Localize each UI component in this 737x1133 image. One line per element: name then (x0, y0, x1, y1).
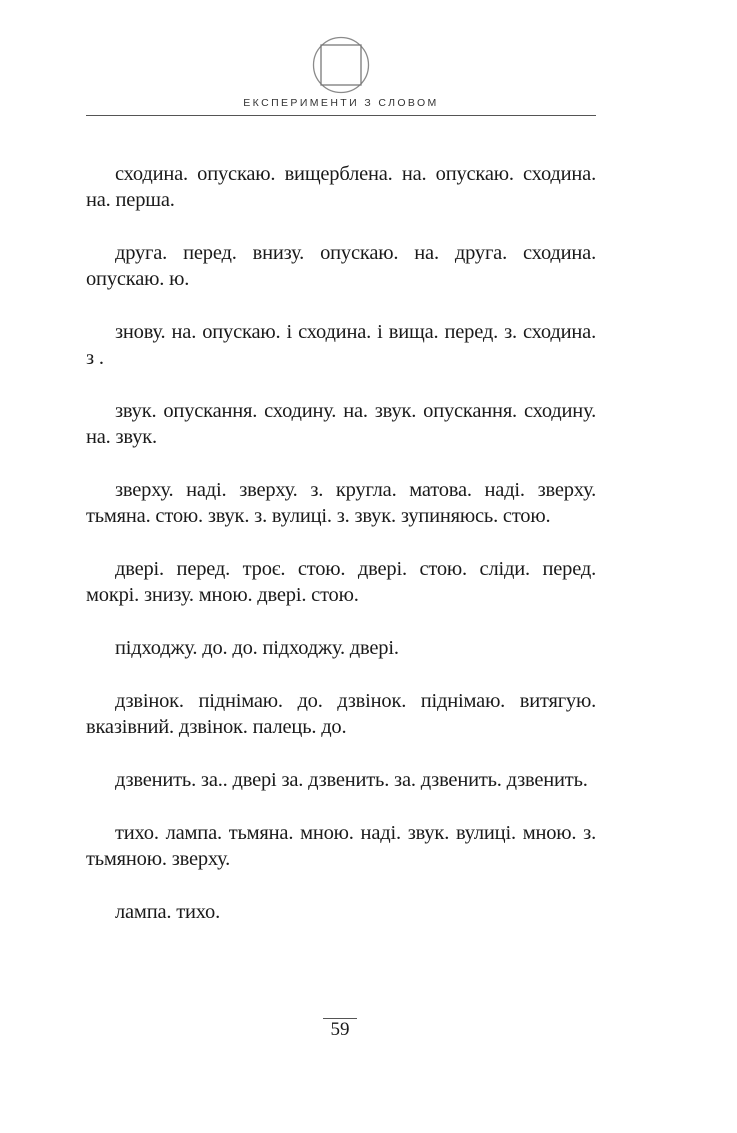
paragraph: дзвенить. за.. двері за. дзвенить. за. дзвенить. дзвенить. (115, 769, 588, 791)
paragraph: двері. перед. троє. стою. двері. стою. сліди. перед. мокрі. знизу. мною. двері. стою. (86, 558, 596, 606)
paragraph: друга. перед. внизу. опускаю. на. друга. сходина. опускаю. ю. (86, 242, 596, 290)
body-text (86, 161, 596, 952)
running-head: ЕКСПЕРИМЕНТИ З СЛОВОМ (243, 97, 439, 109)
paragraph: лампа. тихо. (115, 901, 220, 923)
square-in-circle-emblem (312, 36, 370, 94)
header-rule (86, 115, 596, 116)
paragraph: тихо. лампа. тьмяна. мною. наді. звук. вулиці. мною. з. тьмяною. зверху. (86, 822, 596, 870)
page-number: 59 (330, 1019, 350, 1040)
paragraph: знову. на. опускаю. і сходина. і вища. перед. з. сходина. з . (86, 321, 596, 369)
paragraph: зверху. наді. зверху. з. кругла. матова. наді. зверху. тьмяна. стою. звук. з. вулиці. з. звук. зупиняюсь. стою. (86, 479, 596, 527)
paragraph: дзвінок. піднімаю. до. дзвінок. піднімаю. витягую. вказівний. дзвінок. палець. до. (86, 690, 596, 738)
paragraph: звук. опускання. сходину. на. звук. опускання. сходину. на. звук. (86, 400, 596, 448)
paragraph: сходина. опускаю. вищерблена. на. опускаю. сходина. на. перша. (86, 163, 596, 211)
paragraph: підходжу. до. до. підходжу. двері. (115, 637, 399, 659)
